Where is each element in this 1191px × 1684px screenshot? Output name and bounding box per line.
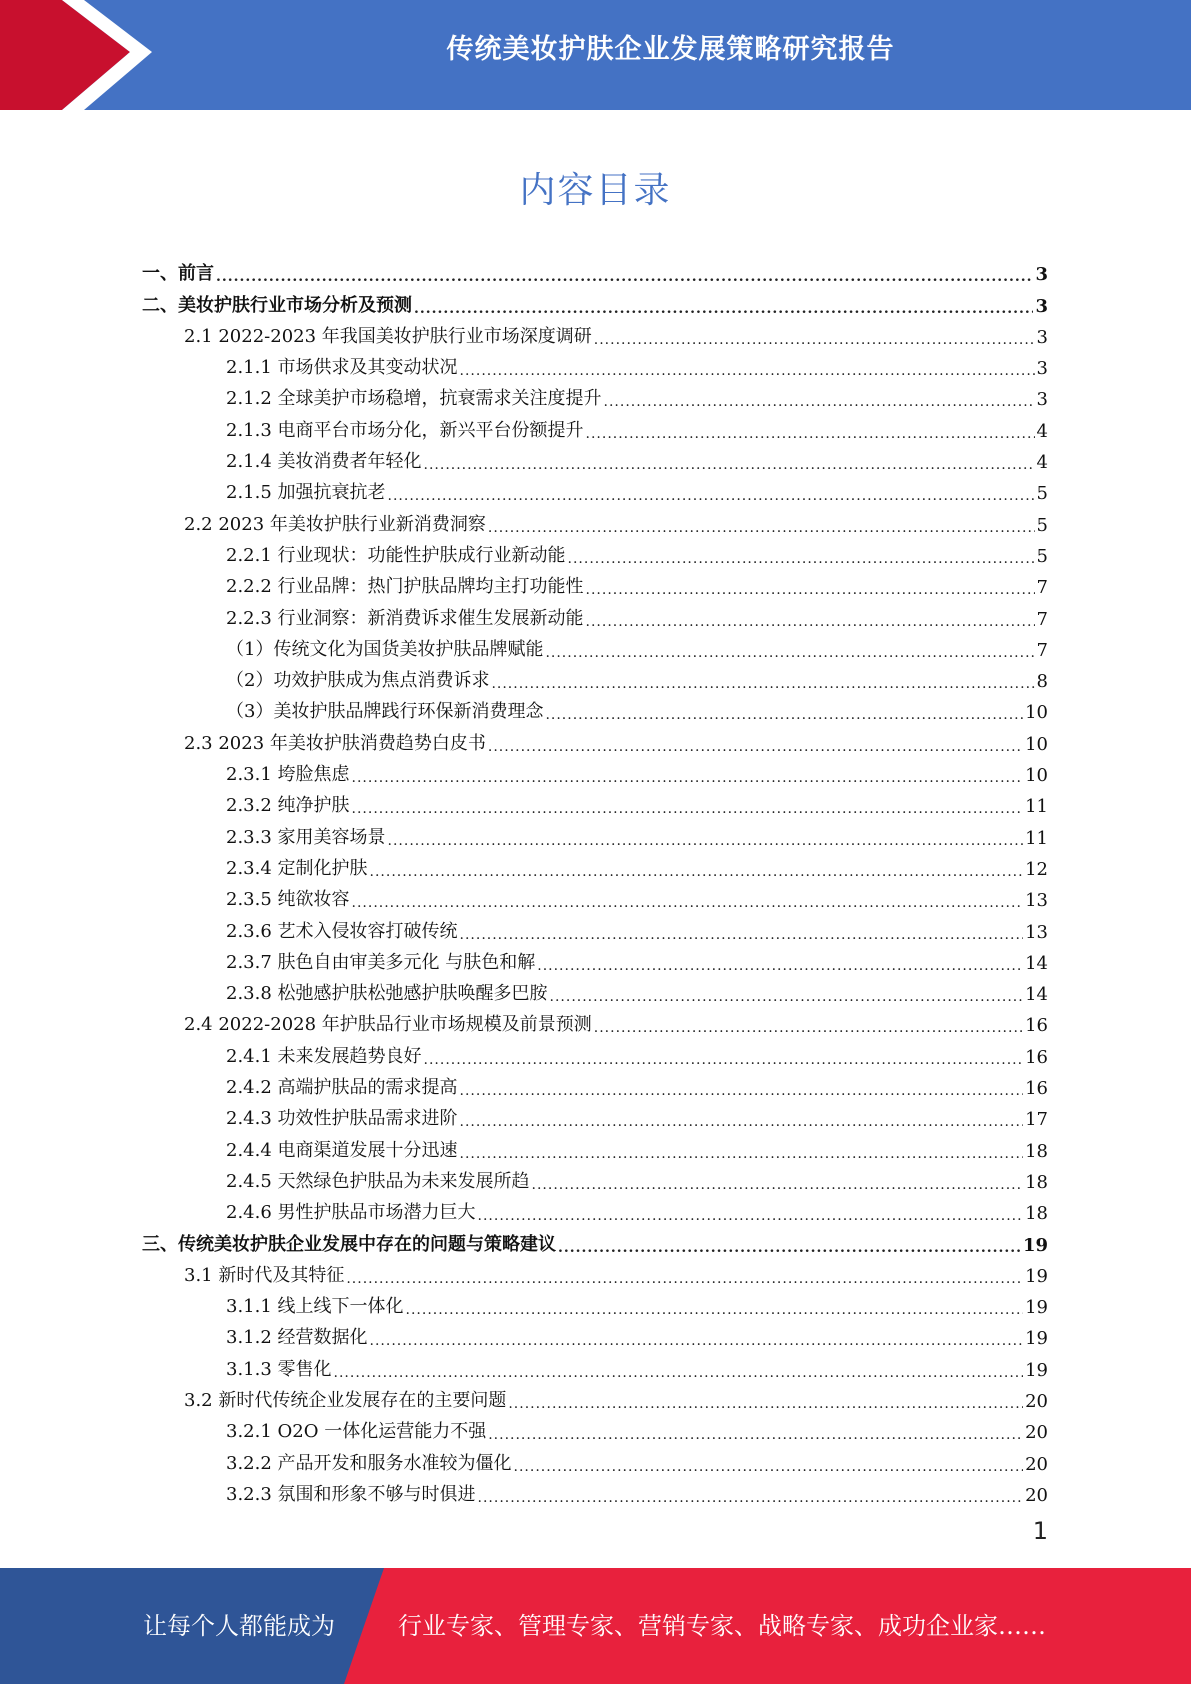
toc-entry-title: 2.1.5 加强抗衰抗老 <box>226 482 386 504</box>
toc-entry[interactable] <box>142 598 1048 629</box>
header-banner <box>0 0 1191 110</box>
toc-leader-dots <box>545 707 1023 723</box>
toc-leader-dots <box>586 582 1035 598</box>
toc-entry-page: 16 <box>1025 1046 1048 1068</box>
toc-entry-page: 4 <box>1036 420 1048 442</box>
toc-entry[interactable] <box>142 1287 1048 1318</box>
toc-entry-title: 3.2.3 氛围和形象不够与时俱进 <box>226 1483 476 1505</box>
toc-entry-title: 3.1.1 线上线下一体化 <box>226 1296 404 1318</box>
toc-entry-title: 2.1 2022-2023 年我国美妆护肤行业市场深度调研 <box>184 325 592 347</box>
toc-entry-page: 19 <box>1022 1234 1048 1256</box>
toc-entry-title: 2.1.2 全球美护市场稳增，抗衰需求关注度提升 <box>226 388 602 410</box>
toc-entry[interactable] <box>142 1068 1048 1099</box>
toc-entry[interactable] <box>142 1036 1048 1067</box>
toc-entry-page: 20 <box>1025 1422 1048 1444</box>
toc-entry-page: 18 <box>1025 1140 1048 1162</box>
toc-leader-dots <box>488 739 1023 755</box>
toc-leader-dots <box>460 1114 1024 1130</box>
toc-entry-page: 11 <box>1025 796 1048 818</box>
toc-entry[interactable] <box>142 1224 1048 1255</box>
toc-entry[interactable] <box>142 1099 1048 1130</box>
toc-entry-title: 2.4.4 电商渠道发展十分迅速 <box>226 1139 458 1161</box>
toc-entry-title: 2.4.5 天然绿色护肤品为未来发展所趋 <box>226 1170 530 1192</box>
toc-heading: 内容目录 <box>519 170 672 211</box>
toc-entry[interactable] <box>142 1256 1048 1287</box>
toc-entry[interactable] <box>142 723 1048 754</box>
toc-leader-dots <box>488 1427 1023 1443</box>
toc-entry-page: 20 <box>1025 1390 1048 1412</box>
toc-entry-title: 二、美妆护肤行业市场分析及预测 <box>142 294 412 316</box>
toc-entry-page: 20 <box>1025 1453 1048 1475</box>
footer-slogan-right: 行业专家、管理专家、营销专家、战略专家、成功企业家…… <box>398 1612 1046 1640</box>
table-of-contents <box>142 254 1048 1506</box>
toc-entry[interactable] <box>142 348 1048 379</box>
toc-entry[interactable] <box>142 504 1048 535</box>
toc-entry[interactable] <box>142 1130 1048 1161</box>
footer-slogan-left: 让每个人都能成为 <box>143 1612 335 1640</box>
toc-entry-page: 3 <box>1036 389 1048 411</box>
toc-leader-dots <box>406 1302 1024 1318</box>
toc-entry[interactable] <box>142 536 1048 567</box>
toc-entry-page: 12 <box>1025 858 1048 880</box>
toc-leader-dots <box>424 457 1035 473</box>
toc-entry[interactable] <box>142 410 1048 441</box>
toc-entry[interactable] <box>142 849 1048 880</box>
toc-entry-page: 5 <box>1036 483 1048 505</box>
toc-leader-dots <box>216 269 1033 285</box>
toc-entry-page: 3 <box>1035 295 1048 317</box>
toc-entry[interactable] <box>142 1381 1048 1412</box>
toc-entry-title: 2.3.7 肤色自由审美多元化 与肤色和解 <box>226 951 536 973</box>
toc-entry[interactable] <box>142 1005 1048 1036</box>
toc-leader-dots <box>478 1490 1024 1506</box>
toc-entry[interactable] <box>142 911 1048 942</box>
toc-entry-title: 2.1.3 电商平台市场分化，新兴平台份额提升 <box>226 419 584 441</box>
toc-entry[interactable] <box>142 1318 1048 1349</box>
toc-leader-dots <box>594 1020 1023 1036</box>
toc-entry-title: 2.3.2 纯净护肤 <box>226 795 350 817</box>
toc-entry[interactable] <box>142 1412 1048 1443</box>
toc-leader-dots <box>558 1240 1021 1256</box>
toc-leader-dots <box>346 1271 1023 1287</box>
toc-entry[interactable] <box>142 1443 1048 1474</box>
toc-leader-dots <box>460 1146 1024 1162</box>
toc-entry-title: （2）功效护肤成为焦点消费诉求 <box>226 670 490 692</box>
toc-leader-dots <box>545 645 1034 661</box>
toc-entry-title: 3.1.3 零售化 <box>226 1358 332 1380</box>
toc-entry[interactable] <box>142 379 1048 410</box>
toc-leader-dots <box>594 332 1035 348</box>
toc-entry-page: 10 <box>1025 733 1048 755</box>
toc-leader-dots <box>414 301 1033 317</box>
toc-leader-dots <box>460 927 1024 943</box>
toc-entry-title: 一、前言 <box>142 263 214 285</box>
toc-entry-title: 2.3.1 垮脸焦虑 <box>226 764 350 786</box>
toc-entry[interactable] <box>142 317 1048 348</box>
toc-entry-title: 2.3.4 定制化护肤 <box>226 857 368 879</box>
toc-entry[interactable] <box>142 1193 1048 1224</box>
toc-entry-title: 3.1 新时代及其特征 <box>184 1264 345 1286</box>
toc-entry[interactable] <box>142 442 1048 473</box>
toc-entry-title: 2.2.1 行业现状：功能性护肤成行业新动能 <box>226 544 566 566</box>
toc-entry-page: 19 <box>1025 1328 1048 1350</box>
toc-leader-dots <box>460 1083 1024 1099</box>
toc-entry-page: 13 <box>1025 921 1048 943</box>
toc-entry-page: 19 <box>1025 1359 1048 1381</box>
toc-entry[interactable] <box>142 254 1048 285</box>
toc-entry-title: 2.1.4 美妆消费者年轻化 <box>226 451 422 473</box>
toc-entry[interactable] <box>142 661 1048 692</box>
toc-entry[interactable] <box>142 817 1048 848</box>
toc-entry-title: 2.4 2022-2028 年护肤品行业市场规模及前景预测 <box>184 1014 592 1036</box>
toc-entry-title: 3.2 新时代传统企业发展存在的主要问题 <box>184 1389 507 1411</box>
toc-entry-page: 7 <box>1036 608 1048 630</box>
report-title: 传统美妆护肤企业发展策略研究报告 <box>446 34 895 65</box>
toc-entry-title: 3.2.1 O2O 一体化运营能力不强 <box>226 1421 487 1443</box>
toc-entry-page: 14 <box>1025 984 1048 1006</box>
toc-entry-title: 2.3.3 家用美容场景 <box>226 826 386 848</box>
toc-entry-page: 16 <box>1025 1015 1048 1037</box>
toc-entry[interactable] <box>142 630 1048 661</box>
toc-leader-dots <box>537 958 1023 974</box>
toc-entry[interactable] <box>142 567 1048 598</box>
toc-entry[interactable] <box>142 692 1048 723</box>
toc-entry-page: 19 <box>1025 1297 1048 1319</box>
toc-entry-page: 3 <box>1036 326 1048 348</box>
toc-entry-page: 8 <box>1036 671 1048 693</box>
toc-entry-page: 3 <box>1036 358 1048 380</box>
toc-leader-dots <box>370 1333 1024 1349</box>
toc-entry-page: 19 <box>1025 1265 1048 1287</box>
toc-entry-title: 2.4.2 高端护肤品的需求提高 <box>226 1077 458 1099</box>
toc-entry-page: 16 <box>1025 1078 1048 1100</box>
toc-entry-title: 2.4.3 功效性护肤品需求进阶 <box>226 1108 458 1130</box>
toc-entry-title: 2.4.6 男性护肤品市场潜力巨大 <box>226 1202 476 1224</box>
toc-entry-title: 2.2.2 行业品牌：热门护肤品牌均主打功能性 <box>226 576 584 598</box>
toc-entry[interactable] <box>142 285 1048 316</box>
toc-entry-title: 2.2 2023 年美妆护肤行业新消费洞察 <box>184 513 486 535</box>
toc-entry-page: 10 <box>1025 702 1048 724</box>
toc-leader-dots <box>550 989 1024 1005</box>
toc-entry[interactable] <box>142 943 1048 974</box>
toc-leader-dots <box>460 363 1035 379</box>
toc-leader-dots <box>491 676 1034 692</box>
toc-entry-page: 10 <box>1025 765 1048 787</box>
toc-entry-page: 5 <box>1036 514 1048 536</box>
footer-banner <box>0 1568 1191 1684</box>
toc-entry-title: 三、传统美妆护肤企业发展中存在的问题与策略建议 <box>142 1233 556 1255</box>
toc-entry-title: 2.3.6 艺术入侵妆容打破传统 <box>226 920 458 942</box>
toc-entry[interactable] <box>142 974 1048 1005</box>
toc-entry-page: 5 <box>1036 545 1048 567</box>
toc-entry-title: 2.3.8 松弛感护肤松弛感护肤唤醒多巴胺 <box>226 983 548 1005</box>
toc-leader-dots <box>388 833 1024 849</box>
toc-entry[interactable] <box>142 755 1048 786</box>
toc-leader-dots <box>388 488 1035 504</box>
toc-entry-title: 3.1.2 经营数据化 <box>226 1327 368 1349</box>
toc-entry-page: 17 <box>1025 1109 1048 1131</box>
toc-leader-dots <box>334 1365 1024 1381</box>
toc-entry-page: 4 <box>1036 452 1048 474</box>
toc-entry-page: 20 <box>1025 1484 1048 1506</box>
toc-leader-dots <box>478 1208 1024 1224</box>
toc-entry[interactable] <box>142 1349 1048 1380</box>
toc-entry[interactable] <box>142 880 1048 911</box>
toc-leader-dots <box>352 770 1024 786</box>
toc-entry-page: 13 <box>1025 890 1048 912</box>
toc-leader-dots <box>424 1052 1024 1068</box>
toc-leader-dots <box>604 394 1035 410</box>
toc-entry-page: 7 <box>1036 639 1048 661</box>
toc-entry-page: 3 <box>1035 264 1048 286</box>
toc-entry-page: 18 <box>1025 1171 1048 1193</box>
toc-entry-title: （3）美妆护肤品牌践行环保新消费理念 <box>226 701 544 723</box>
toc-leader-dots <box>352 895 1024 911</box>
toc-entry[interactable] <box>142 1475 1048 1506</box>
toc-leader-dots <box>586 614 1035 630</box>
toc-leader-dots <box>586 426 1035 442</box>
toc-leader-dots <box>352 801 1024 817</box>
toc-leader-dots <box>532 1177 1024 1193</box>
toc-entry-title: 3.2.2 产品开发和服务水准较为僵化 <box>226 1452 512 1474</box>
toc-entry-title: 2.3 2023 年美妆护肤消费趋势白皮书 <box>184 732 486 754</box>
toc-entry[interactable] <box>142 473 1048 504</box>
page-number: 1 <box>1032 1517 1048 1545</box>
toc-entry[interactable] <box>142 1162 1048 1193</box>
toc-entry-page: 7 <box>1036 577 1048 599</box>
toc-leader-dots <box>488 520 1035 536</box>
toc-leader-dots <box>508 1396 1023 1412</box>
toc-entry-title: 2.2.3 行业洞察：新消费诉求催生发展新动能 <box>226 607 584 629</box>
toc-leader-dots <box>370 864 1024 880</box>
toc-leader-dots <box>514 1459 1024 1475</box>
toc-entry-title: 2.3.5 纯欲妆容 <box>226 889 350 911</box>
toc-entry-page: 11 <box>1025 827 1048 849</box>
toc-entry-title: 2.1.1 市场供求及其变动状况 <box>226 357 458 379</box>
toc-leader-dots <box>568 551 1035 567</box>
toc-entry-title: 2.4.1 未来发展趋势良好 <box>226 1045 422 1067</box>
toc-entry-title: （1）传统文化为国货美妆护肤品牌赋能 <box>226 638 544 660</box>
toc-entry[interactable] <box>142 786 1048 817</box>
toc-entry-page: 18 <box>1025 1203 1048 1225</box>
toc-entry-page: 14 <box>1025 952 1048 974</box>
